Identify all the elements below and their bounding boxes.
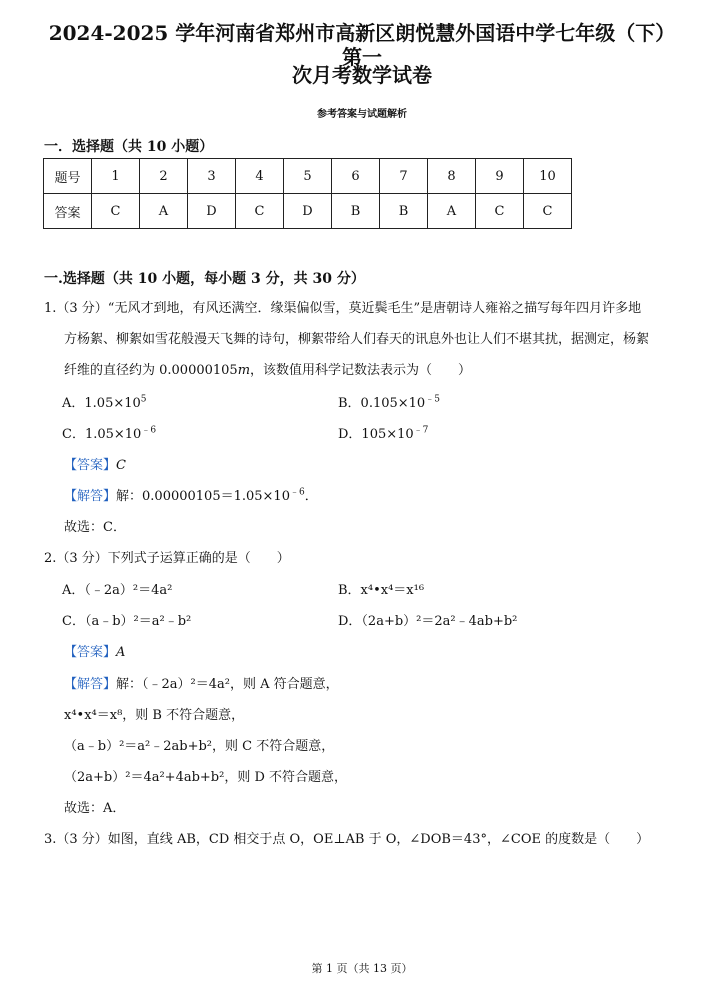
answer-table-number-row: [44, 159, 572, 194]
page-title-line-1: 2024-2025 学年河南省郑州市高新区朗悦慧外国语中学七年级（下）第一: [48, 21, 676, 69]
table-cell: 4: [236, 159, 284, 194]
q2-option-d: D．（2a+b）²＝2a²﹣4ab+b²: [338, 614, 518, 629]
q1-choice: 故选：C．: [64, 520, 126, 535]
table-cell: B: [380, 194, 428, 229]
table-cell: D: [284, 194, 332, 229]
table-cell: 6: [332, 159, 380, 194]
table-cell: A: [140, 194, 188, 229]
answer-table-answer-row: [44, 194, 572, 229]
table-cell: 题号: [44, 159, 92, 194]
q1-stem-line-1: 1.（3 分）“无风才到地，有风还满空．缘渠偏似雪，莫近鬓毛生”是唐朝诗人雍裕之描写每年四月许多地: [44, 301, 642, 316]
subtitle: 参考答案与试题解析: [317, 109, 407, 120]
q2-option-a: A．（﹣2a）²＝4a²: [62, 583, 173, 598]
table-cell: B: [332, 194, 380, 229]
answer-table: [43, 158, 572, 229]
table-cell: A: [428, 194, 476, 229]
q2-option-c: C．（a﹣b）²＝a²﹣b²: [62, 614, 192, 629]
q1-option-c: C．$1.05\times 10^{﹣6}$: [62, 425, 157, 442]
table-cell: 1: [92, 159, 140, 194]
q2-analysis-line-4: （2a+b）²＝4a²+4ab+b²，则 D 不符合题意，: [64, 770, 348, 785]
table-cell: 答案: [44, 194, 92, 229]
table-cell: 10: [524, 159, 572, 194]
section-heading: 一.选择题（共 10 小题，每小题 3 分，共 30 分）: [44, 271, 365, 287]
table-cell: D: [188, 194, 236, 229]
table-cell: 3: [188, 159, 236, 194]
table-cell: C: [236, 194, 284, 229]
q2-option-b: B．x⁴•x⁴＝x¹⁶: [338, 583, 425, 598]
table-cell: C: [476, 194, 524, 229]
q2-answer: 【答案】A: [64, 645, 126, 660]
page-title-line-2: 次月考数学试卷: [292, 63, 432, 87]
q2-stem: 2.（3 分）下列式子运算正确的是（ ）: [44, 551, 290, 566]
page-footer: 第 1 页（共 13 页）: [311, 962, 413, 975]
q1-stem-line-3: 纤维的直径约为 0.00000105m，该数值用科学记数法表示为（ ）: [64, 363, 472, 378]
table-cell: 5: [284, 159, 332, 194]
table-cell: 2: [140, 159, 188, 194]
q2-analysis-line-2: x⁴•x⁴＝x⁸，则 B 不符合题意，: [64, 708, 245, 723]
q1-option-a: A．$1.05\times 10^5$: [62, 394, 147, 411]
table-cell: C: [92, 194, 140, 229]
q1-option-b: B．$0.105\times 10^{﹣5}$: [338, 394, 440, 411]
table-cell: C: [524, 194, 572, 229]
q3-stem: 3.（3 分）如图，直线 AB，CD 相交于点 O，OE⊥AB 于 O，∠DOB＝43°，∠COE 的度数是（ ）: [44, 832, 650, 847]
q1-option-d: D．$105\times 10^{﹣7}$: [338, 425, 429, 442]
q1-answer: 【答案】C: [64, 458, 126, 473]
q2-analysis-line-3: （a﹣b）²＝a²﹣2ab+b²，则 C 不符合题意，: [64, 739, 335, 754]
answer-table-heading: 一．选择题（共 10 小题）: [44, 139, 214, 155]
q1-stem-line-2: 方杨絮、柳絮如雪花般漫天飞舞的诗句，柳絮带给人们春天的讯息外也让人们不堪其扰，据测定，杨絮: [64, 332, 650, 347]
q2-analysis-line-1: 【解答】解：（﹣2a）²＝4a²，则 A 符合题意，: [64, 677, 339, 692]
table-cell: 9: [476, 159, 524, 194]
table-cell: 8: [428, 159, 476, 194]
q1-analysis: 【解答】解：$0.00000105=1.05\times 10^{﹣6}$．: [64, 487, 318, 504]
q2-choice: 故选：A．: [64, 801, 126, 816]
table-cell: 7: [380, 159, 428, 194]
